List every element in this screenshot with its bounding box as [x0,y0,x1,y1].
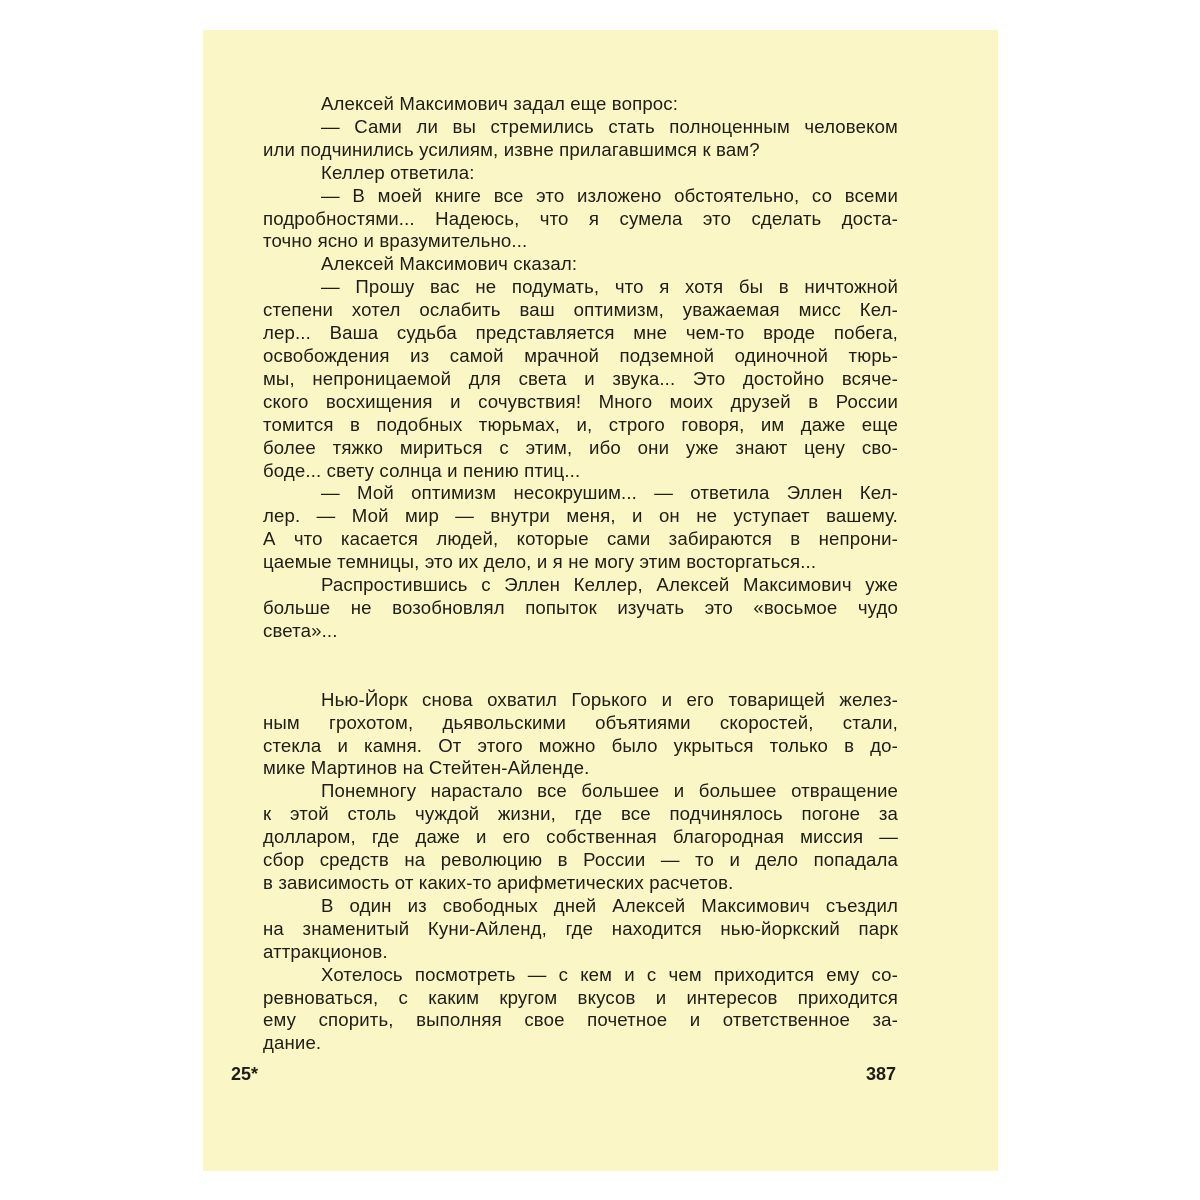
text-line: Алексей Максимович задал еще вопрос: [321,93,679,114]
text-line: в зависимость от каких-то арифметических расчетов. [263,872,734,893]
text-line: на знаменитый Куни-Айленд, где находится нью-йоркский парк [263,917,898,939]
text-line: томится в подобных тюрьмах, и, строго говоря, им даже еще [263,413,898,435]
paragraph [263,185,898,254]
text-line: лер. — Мой мир — внутри меня, и он не уступает вашему. [263,505,898,527]
signature-mark: 25* [231,1064,259,1084]
paragraph [263,116,898,162]
text-line: степени хотел ослабить ваш оптимизм, уважаемая мисс Кел- [263,299,898,321]
paragraph [263,276,898,482]
paragraph [263,964,898,1056]
text-line: А что касается людей, которые сами забираются в непрони- [263,528,898,550]
text-line: ему спорить, выполняя свое почетное и ответственное за- [263,1009,898,1031]
paragraph [263,689,898,781]
paragraph [263,574,898,643]
text-line: долларом, где даже и его собственная благородная миссия — [263,826,898,848]
text-line: боде... свету солнца и пению птиц... [263,459,581,481]
text-line: Келлер ответила: [321,161,475,183]
text-line: Хотелось посмотреть — с кем и с чем приходится ему со- [321,963,898,985]
text-line: ным грохотом, дьявольскими объятиями скоростей, стали, [263,711,898,733]
text-line: Распростившись с Эллен Келлер, Алексей Максимович уже [321,574,898,596]
text-line: — Прошу вас не подумать, что я хотя бы в ничтожной [321,276,898,298]
text-line: больше не возобновлял попыток изучать это «восьмое чудо [263,596,898,618]
text-line: подробностями... Надеюсь, что я сумела это сделать доста- [263,207,898,229]
text-line: сбор средств на революцию в России — то и дело попадала [263,849,898,871]
paragraph [263,482,898,574]
text-line: Понемногу нарастало все большее и большее отвращение [321,780,898,802]
text-line: цаемые темницы, это их дело, и я не могу этим восторгаться... [263,551,817,573]
paragraph [263,895,898,964]
text-line: света»... [263,619,338,641]
book-page [203,30,998,1171]
paragraph [263,93,898,116]
text-line: — Сами ли вы стремились стать полноценным человеком [321,115,898,137]
text-line: Нью-Йорк снова охватил Горького и его товарищей желез- [321,688,898,710]
paragraph [263,780,898,895]
text-line: или подчинились усилиям, извне прилагавшимся к вам? [263,138,760,160]
text-line: мике Мартинов на Стейтен-Айленде. [263,757,590,779]
text-line: В один из свободных дней Алексей Максимович съездил [321,894,898,916]
text-line: аттракционов. [263,940,388,962]
text-line: более тяжко мириться с этим, ибо они уже знают цену сво- [263,436,898,458]
page-text [263,93,898,1055]
section-break [263,643,898,689]
page-number: 387 [866,1064,897,1084]
text-line: к этой столь чуждой жизни, где все подчинялось погоне за [263,803,898,825]
text-line: — Мой оптимизм несокрушим... — ответила Эллен Кел- [321,482,898,504]
text-line: дание. [263,1032,322,1054]
paragraph [263,253,898,276]
text-line: точно ясно и вразумительно... [263,230,528,252]
paragraph [263,162,898,185]
text-line: стекла и камня. От этого можно было укрыться только в до- [263,734,898,756]
text-line: лер... Ваша судьба представляется мне чем-то вроде побега, [263,322,898,344]
text-line: ского восхищения и сочувствия! Много моих друзей в России [263,390,898,412]
text-line: Алексей Максимович сказал: [321,253,578,275]
text-line: — В моей книге все это изложено обстоятельно, со всеми [321,184,898,206]
text-line: ревноваться, с каким кругом вкусов и интересов приходится [263,986,898,1008]
text-line: мы, непроницаемой для света и звука... Это достойно всяче- [263,367,898,389]
text-line: освобождения из самой мрачной подземной одиночной тюрь- [263,344,898,366]
